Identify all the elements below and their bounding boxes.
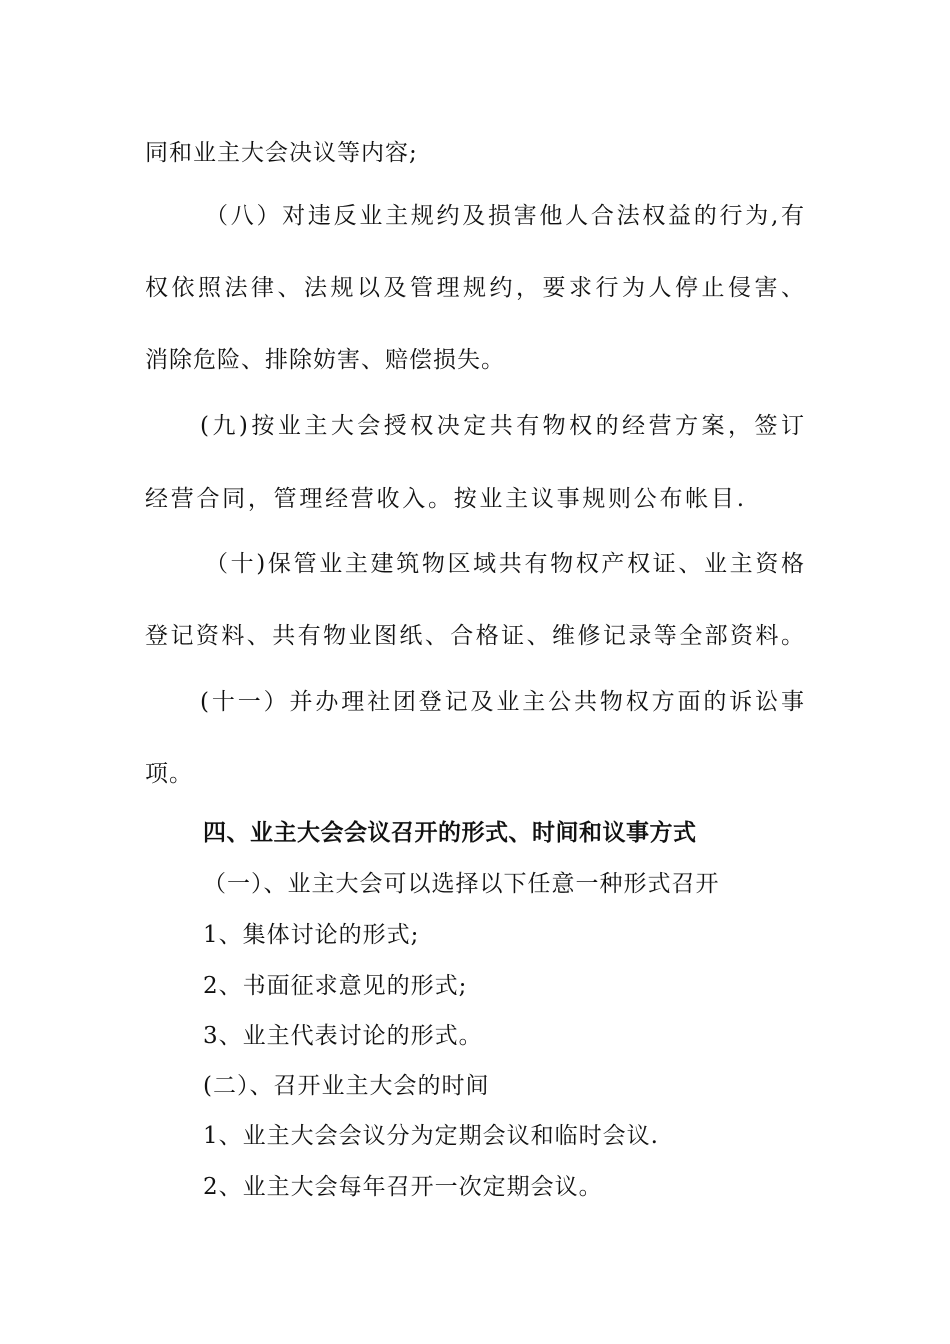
list-item: 2、书面征求意见的形式; — [203, 973, 468, 999]
paragraph-line: 权依照法律、法规以及管理规约，要求行为人停止侵害、 — [145, 275, 805, 301]
list-item: （一）、业主大会可以选择以下任意一种形式召开 — [203, 871, 720, 897]
paragraph-line: 登记资料、共有物业图纸、合格证、维修记录等全部资料。 — [145, 623, 805, 649]
paragraph-line: 同和业主大会决议等内容; — [145, 140, 418, 166]
paragraph-line: （十)保管业主建筑物区域共有物权产权证、业主资格 — [205, 551, 805, 577]
paragraph-line: 项。 — [145, 761, 193, 787]
paragraph-line: 经营合同，管理经营收入。按业主议事规则公布帐目. — [145, 486, 745, 512]
list-item: (二）、召开业主大会的时间 — [203, 1073, 490, 1099]
list-item: 3、业主代表讨论的形式。 — [203, 1023, 483, 1049]
list-item: 2、业主大会每年召开一次定期会议。 — [203, 1174, 603, 1200]
paragraph-line: (十一）并办理社团登记及业主公共物权方面的诉讼事 — [200, 689, 805, 715]
list-item: 1、集体讨论的形式; — [203, 922, 420, 948]
paragraph-line: 消除危险、排除妨害、赔偿损失。 — [145, 347, 505, 373]
section-heading: 四、业主大会会议召开的形式、时间和议事方式 — [203, 819, 697, 846]
paragraph-line: (九)按业主大会授权决定共有物权的经营方案，签订 — [200, 413, 805, 439]
paragraph-line: （八）对违反业主规约及损害他人合法权益的行为,有 — [205, 203, 805, 229]
list-item: 1、业主大会会议分为定期会议和临时会议. — [203, 1123, 659, 1149]
